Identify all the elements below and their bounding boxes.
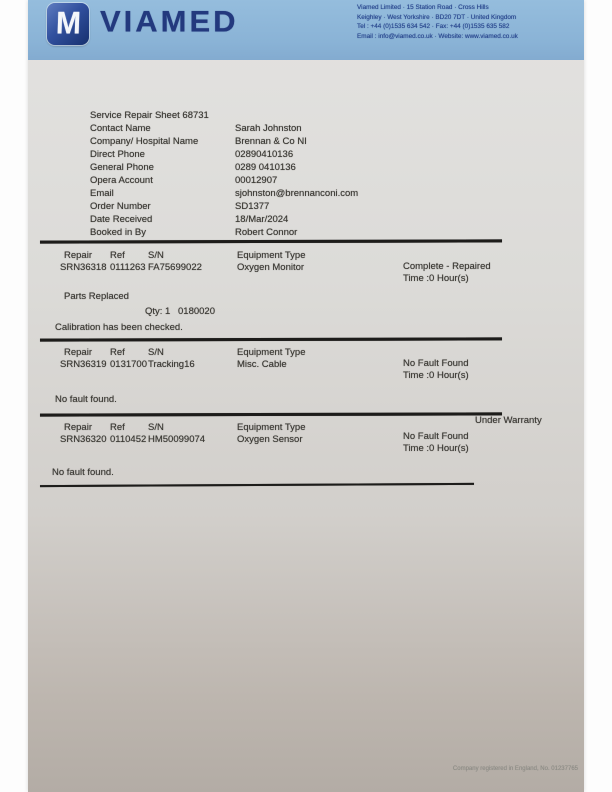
col-header-repair: Repair: [64, 422, 92, 433]
serial-number: FA75699022: [148, 262, 202, 273]
field-value: 00012907: [235, 175, 278, 186]
divider: [40, 239, 502, 243]
repair-number: SRN36320: [60, 434, 107, 445]
ref-number: 0111263: [110, 262, 146, 273]
field-label: General Phone: [90, 162, 154, 173]
divider: [40, 412, 502, 416]
field-row: [90, 187, 358, 200]
repair-note: No fault found.: [55, 394, 117, 405]
repair-note: Calibration has been checked.: [55, 322, 183, 333]
divider: [40, 337, 502, 341]
repair-status: Complete - Repaired: [403, 261, 491, 272]
contact-line: Email : info@viamed.co.uk · Website: www.viamed.co.uk: [357, 32, 518, 40]
col-header-repair: Repair: [64, 347, 92, 358]
field-label: Order Number: [90, 201, 151, 212]
col-header-sn: S/N: [148, 250, 164, 261]
field-row: [90, 213, 358, 226]
brand-wordmark: VIAMED: [100, 4, 239, 39]
sheet-info-block: [90, 110, 358, 239]
field-row: [90, 226, 358, 239]
col-header-sn: S/N: [148, 422, 164, 433]
field-row: [90, 200, 358, 213]
equipment-type: Oxygen Monitor: [237, 262, 305, 273]
company-contact-block: [357, 3, 582, 41]
field-label: Direct Phone: [90, 149, 145, 160]
equipment-type: Oxygen Sensor: [237, 434, 303, 445]
field-value: Robert Connor: [235, 227, 298, 238]
serial-number: Tracking16: [148, 359, 195, 370]
col-header-equipment: Equipment Type: [237, 250, 306, 261]
logo-monogram: M: [54, 6, 82, 41]
field-row: [90, 135, 358, 148]
part-number: 0180020: [178, 306, 215, 317]
parts-replaced-label: Parts Replaced: [64, 291, 129, 302]
field-value: 0289 0410136: [235, 162, 296, 173]
field-row: [90, 161, 358, 174]
field-label: Booked in By: [90, 227, 146, 238]
repair-time: Time :0 Hour(s): [403, 273, 469, 284]
col-header-ref: Ref: [110, 250, 125, 261]
field-value: 02890410136: [235, 149, 294, 160]
sheet-title: Service Repair Sheet 68731: [90, 110, 209, 121]
repair-number: SRN36318: [60, 262, 107, 273]
field-value: sjohnston@brennanconi.com: [235, 188, 359, 199]
footer-registration: Company registered in England, No. 01237765: [452, 766, 578, 772]
col-header-repair: Repair: [64, 250, 92, 261]
field-row: [90, 174, 358, 187]
col-header-equipment: Equipment Type: [237, 422, 306, 433]
repair-number: SRN36319: [60, 359, 107, 370]
col-header-sn: S/N: [148, 347, 164, 358]
repair-time: Time :0 Hour(s): [403, 370, 469, 381]
scanned-document: [28, 0, 584, 792]
field-label: Opera Account: [90, 175, 153, 186]
field-label: Email: [90, 188, 114, 199]
equipment-type: Misc. Cable: [237, 359, 287, 370]
field-label: Contact Name: [90, 123, 151, 134]
repair-time: Time :0 Hour(s): [403, 443, 469, 454]
field-label: Company/ Hospital Name: [90, 136, 199, 147]
parts-qty: Qty: 1: [145, 306, 171, 317]
repair-status: No Fault Found: [403, 358, 469, 369]
ref-number: 0131700: [110, 359, 147, 370]
col-header-ref: Ref: [110, 347, 125, 358]
contact-line: Viamed Limited · 15 Station Road · Cross Hills: [357, 4, 489, 11]
serial-number: HM50099074: [148, 434, 206, 445]
field-value: SD1377: [235, 201, 270, 212]
repair-status: No Fault Found: [403, 431, 469, 442]
ref-number: 0110452: [110, 434, 147, 445]
field-value: Sarah Johnston: [235, 123, 302, 134]
contact-line: Tel : +44 (0)1535 634 542 · Fax: +44 (0)1535 635 582: [357, 23, 510, 31]
letterhead-band: [28, 0, 584, 60]
field-value: Brennan & Co NI: [235, 136, 307, 147]
col-header-ref: Ref: [110, 422, 125, 433]
repair-note: No fault found.: [52, 467, 114, 478]
divider: [40, 483, 474, 487]
viamed-logo-icon: [47, 3, 89, 45]
contact-line: Keighley · West Yorkshire · BD20 7DT · United Kingdom: [357, 13, 517, 21]
field-row: [90, 148, 358, 161]
field-row: [90, 122, 358, 135]
col-header-equipment: Equipment Type: [237, 347, 306, 358]
under-warranty-badge: Under Warranty: [475, 415, 542, 426]
field-value: 18/Mar/2024: [235, 214, 289, 225]
field-label: Date Received: [90, 214, 153, 225]
